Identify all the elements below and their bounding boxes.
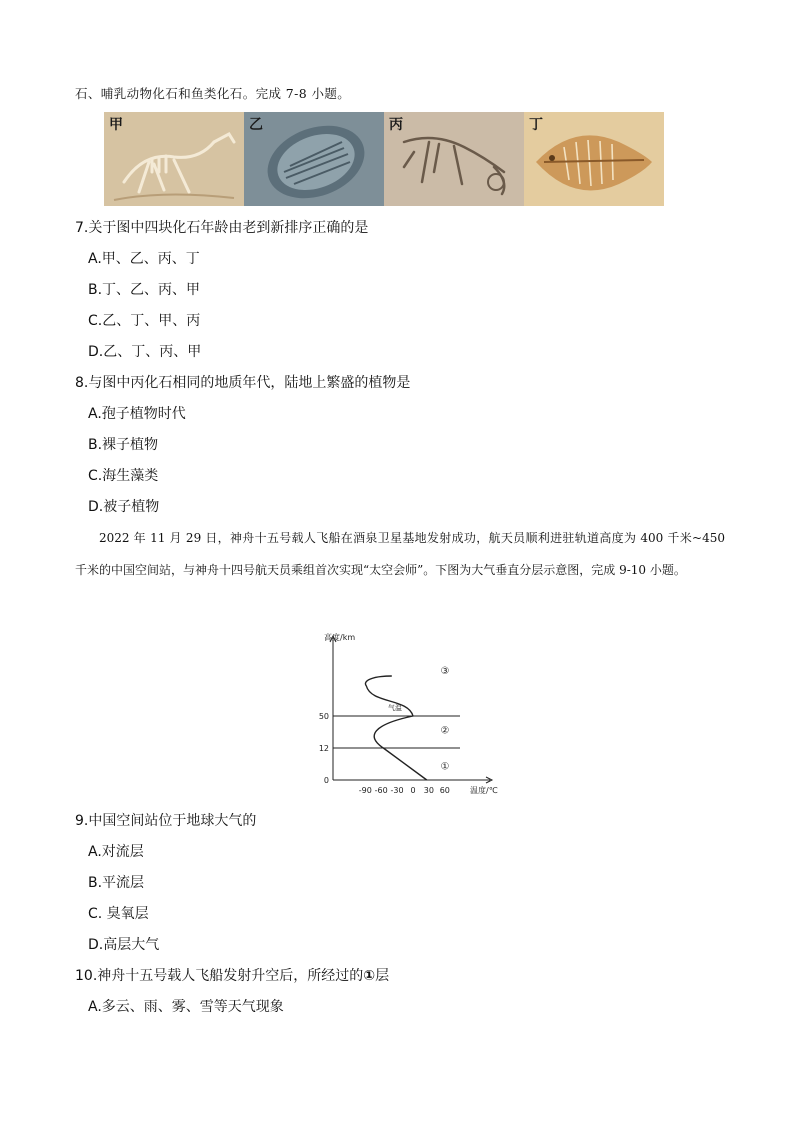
x-tick-label: 0 [410, 786, 416, 795]
fossil-ding-image [524, 112, 664, 206]
temperature-curve [365, 676, 426, 780]
q7-option-b[interactable]: B.丁、乙、丙、甲 [88, 282, 201, 298]
fossil-label-bing: 丙 [389, 117, 403, 133]
x-tick-label: -60 [374, 786, 388, 795]
q7-option-c[interactable]: C.乙、丁、甲、丙 [88, 313, 201, 329]
fossil-jia-image [104, 112, 244, 206]
q8-option-b[interactable]: B.裸子植物 [88, 437, 159, 453]
q8-option-a[interactable]: A.孢子植物时代 [88, 406, 186, 422]
passage-text: 2022 年 11 月 29 日，神舟十五号载人飞船在酒泉卫星基地发射成功，航天员顺利进驻轨道高度为 400 千米~450 千米的中国空间站，与神舟十四号航天员乘组首次实现“太空会师”。下图为大气垂直分层示意图，完成 9-10 小题。 [75, 531, 725, 577]
fossil-label-jia: 甲 [109, 117, 123, 133]
y-tick-label: 50 [318, 712, 329, 721]
q7-stem: 7.关于图中四块化石年龄由老到新排序正确的是 [75, 220, 369, 236]
y-tick-label: 12 [318, 744, 329, 753]
fish-fossil-icon [524, 112, 664, 206]
q10-stem-post: 层 [375, 968, 390, 984]
passage [75, 522, 725, 586]
q8-stem: 8.与图中丙化石相同的地质年代，陆地上繁盛的植物是 [75, 375, 411, 391]
intro-line: 石、哺乳动物化石和鱼类化石。完成 7-8 小题。 [75, 86, 351, 101]
dinosaur-skeleton-fossil-icon [104, 112, 244, 206]
y-tick-label: 0 [323, 776, 329, 785]
fossil-label-ding: 丁 [529, 117, 543, 133]
q9-option-d[interactable]: D.高层大气 [88, 937, 160, 953]
layer-label: ③ [440, 666, 450, 677]
chart-dynamic [319, 632, 498, 795]
x-tick-label: -90 [358, 786, 372, 795]
series-label: 气温 [388, 704, 402, 712]
q8-option-d[interactable]: D.被子植物 [88, 499, 160, 515]
q9-option-c[interactable]: C. 臭氧层 [88, 906, 149, 922]
q10-stem-circle: ① [363, 968, 376, 984]
q10-stem-pre: 10.神舟十五号载人飞船发射升空后，所经过的 [75, 968, 364, 984]
y-axis-label: 高度/km [324, 633, 356, 642]
q9-stem: 9.中国空间站位于地球大气的 [75, 813, 257, 829]
x-tick-label: 30 [423, 786, 434, 795]
q10-option-a[interactable]: A.多云、雨、雾、雪等天气现象 [88, 999, 284, 1015]
layer-label: ② [440, 725, 450, 737]
q7-option-a[interactable]: A.甲、乙、丙、丁 [88, 251, 200, 267]
fossil-label-yi: 乙 [249, 117, 263, 133]
mammal-skeleton-fossil-icon [384, 112, 524, 206]
q9-option-a[interactable]: A.对流层 [88, 844, 144, 860]
q10-stem [75, 966, 389, 986]
q8-option-c[interactable]: C.海生藻类 [88, 468, 159, 484]
trilobite-fossil-icon [244, 112, 384, 206]
fossil-bing-image [384, 112, 524, 206]
x-tick-label: -30 [390, 786, 404, 795]
x-tick-label: 60 [439, 786, 450, 795]
fossil-image-row [104, 112, 664, 206]
q9-option-b[interactable]: B.平流层 [88, 875, 145, 891]
fossil-yi-image [244, 112, 384, 206]
atmosphere-layer-chart [300, 630, 510, 800]
layer-label: ① [440, 761, 450, 773]
q7-option-d[interactable]: D.乙、丁、丙、甲 [88, 344, 202, 360]
x-axis-label: 温度/℃ [470, 786, 498, 795]
